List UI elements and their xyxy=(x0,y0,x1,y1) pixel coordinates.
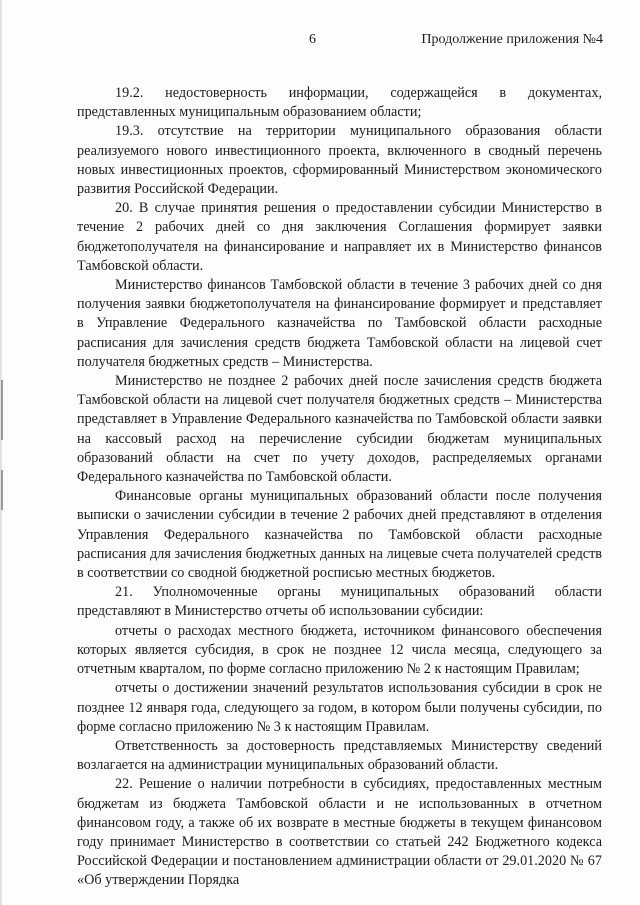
paragraph-financial-bodies: Финансовые органы муниципальных образований области после получения выписки о зачислении субсидии в течение 2 рабочих дней представляют в отделения Управления Федерального казначейства по Тамбовской области расходные расписания для зачисления бюджетных данных на лицевые счета получателей средств в соответствии со сводной бюджетной росписью местных бюджетов. xyxy=(77,488,602,582)
paragraph-results-reports: отчеты о достижении значений результатов использования субсидии в срок не позднее 12 января года, следующего за годом, в котором были получены субсидии, по форме согласно приложению № 3 к настоящим Правилам. xyxy=(77,680,602,735)
document-body xyxy=(77,84,602,891)
appendix-label: Продолжение приложения №4 xyxy=(421,32,603,47)
paragraph-21: 21. Уполномоченные органы муниципальных образований области представляют в Министерство отчеты об использовании субсидии: xyxy=(77,584,602,620)
paragraph-19-3: 19.3. отсутствие на территории муниципального образования области реализуемого нового инвестиционного проекта, включенного в сводный перечень новых инвестиционных проектов, сформированный Министерством экономического развития Российской Федерации. xyxy=(77,123,602,198)
scan-artifact-mark xyxy=(1,470,3,510)
paragraph-finance-ministry: Министерство финансов Тамбовской области в течение 3 рабочих дней со дня получения заявки бюджетополучателя на финансирование формирует и представляет в Управление Федерального казначейства по Тамбовской области расходные расписания для зачисления средств бюджета Тамбовской области на лицевой счет получателя бюджетных средств – Министерства. xyxy=(77,277,602,370)
paragraph-22: 22. Решение о наличии потребности в субсидиях, предоставленных местным бюджетам из бюджета Тамбовской области и не использованных в отчетном финансовом году, а также об их возврате в местные бюджеты в текущем финансовом году принимает Министерство в соответствии со статьей 242 Бюджетного кодекса Российской Федерации и постановлением администрации области от 29.01.2020 № 67 «Об утверждении Порядка xyxy=(77,776,602,889)
paragraph-responsibility: Ответственность за достоверность представляемых Министерству сведений возлагается на администрации муниципальных образований области. xyxy=(77,737,602,774)
paragraph-19-2: 19.2. недостоверность информации, содержащейся в документах, представленных муниципальным образованием области; xyxy=(77,85,602,121)
paragraph-20: 20. В случае принятия решения о предоставлении субсидии Министерство в течение 2 рабочих дней со дня заключения Соглашения формирует заявки бюджетополучателя на финансирование и направляет их в Министерство финансов Тамбовской области. xyxy=(77,200,602,274)
scan-edge-shadow xyxy=(0,0,3,905)
paragraph-ministry-requests: Министерство не позднее 2 рабочих дней после зачисления средств бюджета Тамбовской области на лицевой счет получателя бюджетных средств – Министерства представляет в Управление Федерального казначейства по Тамбовской области заявки на кассовый расход на перечисление субсидии бюджетам муниципальных образований области на счет по учету доходов, распределяемых органами Федерального казначейства по Тамбовской области. xyxy=(77,373,602,486)
paragraph-expense-reports: отчеты о расходах местного бюджета, источником финансового обеспечения которых является субсидия, в срок не позднее 12 числа месяца, следующего за отчетным кварталом, по форме согласно приложению № 2 к настоящим Правилам; xyxy=(77,622,602,678)
page-number: 6 xyxy=(309,32,316,47)
scan-artifact-mark xyxy=(1,380,3,440)
